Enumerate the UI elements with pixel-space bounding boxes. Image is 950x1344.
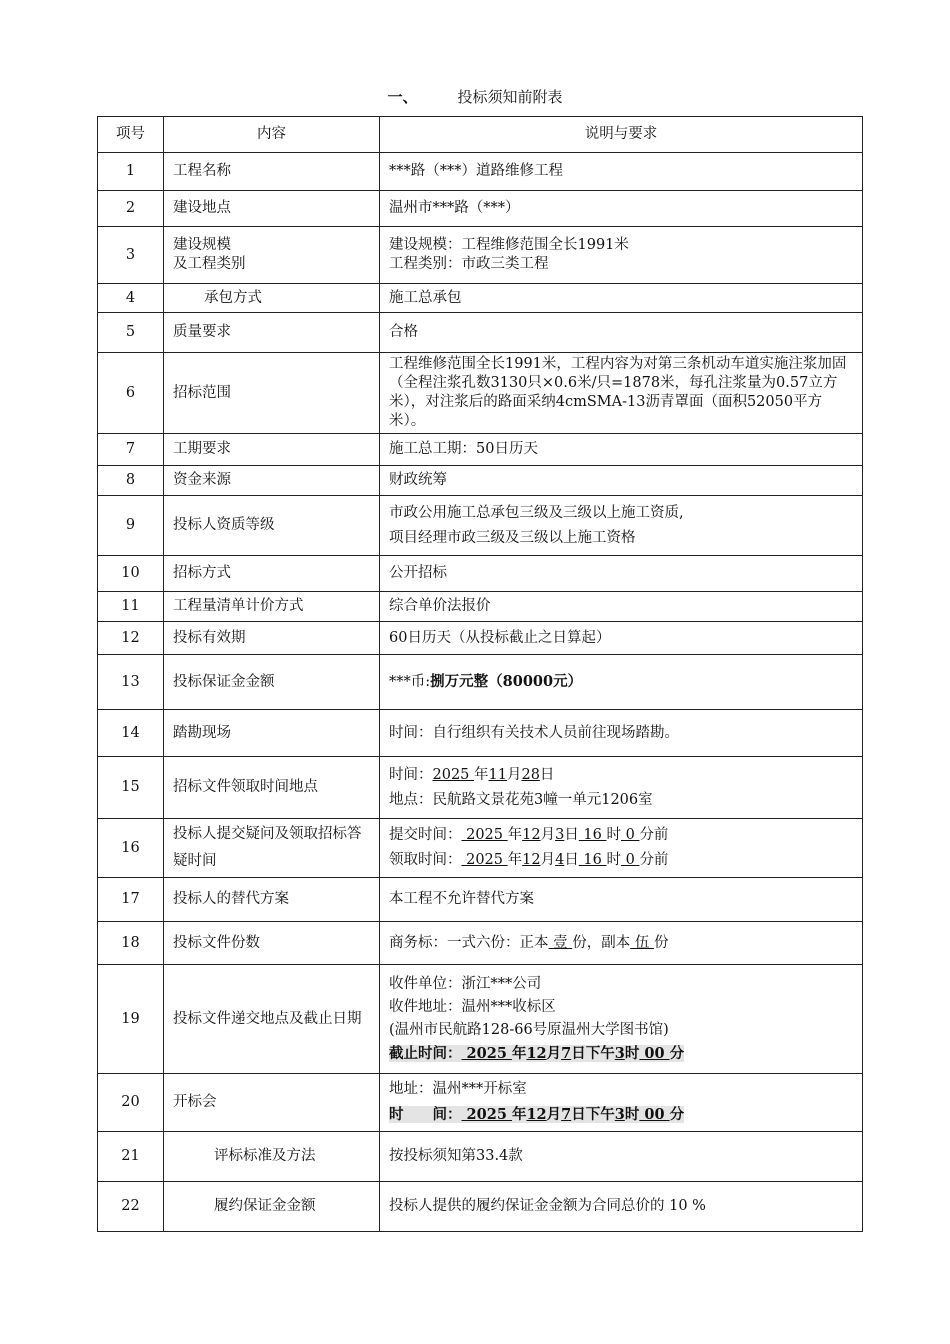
row-number: 1: [98, 153, 164, 191]
row-number: 8: [98, 466, 164, 496]
row-item: 投标有效期: [164, 622, 380, 655]
row-item: 资金来源: [164, 466, 380, 496]
row-number: 9: [98, 496, 164, 556]
header-item-no: 项号: [98, 117, 164, 153]
row-item: 投标文件份数: [164, 922, 380, 965]
bond-currency: ***币:: [389, 674, 431, 690]
opening-hour: 3: [614, 1106, 625, 1123]
row-number: 16: [98, 819, 164, 878]
table-row: [98, 1074, 863, 1132]
row-number: 14: [98, 710, 164, 757]
row-item: 投标人资质等级: [164, 496, 380, 556]
table-row: [98, 819, 863, 878]
header-content: 内容: [164, 117, 380, 153]
table-row: [98, 227, 863, 284]
receive-month: 12: [522, 852, 541, 868]
row-desc: 本工程不允许替代方案: [380, 878, 863, 922]
row-desc: [380, 922, 863, 965]
row-number: 20: [98, 1074, 164, 1132]
pickup-day: 28: [521, 766, 540, 783]
opening-month: 12: [526, 1106, 547, 1123]
deadline-label: 截止时间：: [389, 1044, 462, 1062]
table-row: [98, 965, 863, 1074]
table-row: [98, 757, 863, 819]
row-item: 工程量清单计价方式: [164, 592, 380, 622]
row-desc-line: 建设规模：工程维修范围全长1991米: [389, 237, 629, 253]
page-title: [0, 86, 950, 107]
table-row: [98, 496, 863, 556]
row-desc: ***路（***）道路维修工程: [380, 153, 863, 191]
title-text: 投标须知前附表: [457, 88, 563, 106]
submit-year: 2025: [461, 827, 508, 843]
row-number: 13: [98, 655, 164, 710]
row-desc: 施工总承包: [380, 284, 863, 313]
deadline-text: 截止时间： 2025 年12月7日下午3时 00 分: [389, 1044, 685, 1062]
row-item: 投标文件递交地点及截止日期: [164, 965, 380, 1074]
deadline-year: 2025: [461, 1044, 512, 1062]
row-number: 12: [98, 622, 164, 655]
deadline-month: 12: [526, 1044, 547, 1062]
submit-label: 提交时间：: [389, 827, 462, 843]
row-item: 工程名称: [164, 153, 380, 191]
receive-day: 4: [555, 852, 565, 868]
opening-address: 地址：温州***开标室: [389, 1081, 527, 1097]
table-row: [98, 434, 863, 466]
row-number: 4: [98, 284, 164, 313]
row-item-line: 建设规模: [173, 237, 231, 253]
deadline-hour: 3: [614, 1044, 625, 1062]
header-row: [98, 117, 863, 153]
row-desc-line: 市政公用施工总承包三级及三级以上施工资质,: [389, 504, 684, 521]
row-desc: 工程维修范围全长1991米，工程内容为对第三条机动车道实施注浆加固（全程注浆孔数3130只×0.6米/只=1878米，每孔注浆量为0.57立方米），对注浆后的路面采纳4cmSMA-13沥青罩面（面积52050平方米）。: [380, 353, 863, 434]
row-number: 17: [98, 878, 164, 922]
title-number: 一、: [387, 88, 418, 106]
row-desc: 施工总工期：50日历天: [380, 434, 863, 466]
row-item: 投标保证金金额: [164, 655, 380, 710]
table-row: [98, 153, 863, 191]
receiving-address: 收件地址：温州***收标区: [389, 998, 556, 1015]
table-row: [98, 878, 863, 922]
submit-min: 0: [620, 827, 640, 843]
receive-min: 0: [620, 852, 640, 868]
opening-pm: 日下午: [571, 1106, 615, 1123]
copies-text-c: 份: [653, 934, 669, 951]
copies-text-b: 份，副本: [572, 934, 631, 951]
row-desc: 投标人提供的履约保证金金额为合同总价的 10 %: [380, 1182, 863, 1232]
row-item: 招标方式: [164, 556, 380, 592]
row-item: 投标人的替代方案: [164, 878, 380, 922]
table-row: [98, 313, 863, 353]
row-item: 招标文件领取时间地点: [164, 757, 380, 819]
row-item: 承包方式: [164, 284, 380, 313]
deadline-min: 00: [639, 1044, 670, 1062]
row-number: 7: [98, 434, 164, 466]
row-item: 踏勘现场: [164, 710, 380, 757]
receive-label: 领取时间：: [389, 852, 462, 868]
row-number: 11: [98, 592, 164, 622]
row-desc: 60日历天（从投标截止之日算起）: [380, 622, 863, 655]
row-desc: 按投标须知第33.4款: [380, 1132, 863, 1182]
bid-notice-table: [97, 116, 863, 1232]
row-item-line: 及工程类别: [173, 256, 246, 272]
table-row: [98, 655, 863, 710]
header-requirements: 说明与要求: [380, 117, 863, 153]
row-item: 评标标准及方法: [164, 1132, 380, 1182]
row-number: 10: [98, 556, 164, 592]
row-desc: 综合单价法报价: [380, 592, 863, 622]
submit-month: 12: [522, 827, 541, 843]
receiving-unit: 收件单位：浙江***公司: [389, 975, 542, 992]
row-number: 21: [98, 1132, 164, 1182]
copy-count: 伍: [630, 934, 654, 951]
row-desc: [380, 655, 863, 710]
deadline-pm: 日下午: [571, 1044, 615, 1062]
opening-year: 2025: [461, 1106, 512, 1123]
row-item: 建设地点: [164, 191, 380, 227]
submit-time: 提交时间： 2025 年12月3日 16 时 0 分前: [389, 827, 669, 843]
table-row: [98, 191, 863, 227]
row-item: 开标会: [164, 1074, 380, 1132]
row-item: 工期要求: [164, 434, 380, 466]
row-desc: 温州市***路（***）: [380, 191, 863, 227]
submit-day: 3: [555, 827, 565, 843]
row-desc: 时间：自行组织有关技术人员前往现场踏勘。: [380, 710, 863, 757]
pickup-address: 地点：民航路文景花苑3幢一单元1206室: [389, 791, 653, 808]
receive-time: 领取时间： 2025 年12月4日 16 时 0 分前: [389, 852, 669, 868]
row-desc: [380, 757, 863, 819]
table-row: [98, 622, 863, 655]
pickup-time: 时间：2025 年11月28日: [389, 766, 555, 783]
row-item: [164, 227, 380, 284]
pickup-month: 11: [488, 766, 507, 783]
table-row: [98, 556, 863, 592]
row-item: 履约保证金金额: [164, 1182, 380, 1232]
pickup-time-label: 时间：: [389, 766, 433, 783]
row-desc: [380, 227, 863, 284]
deadline: [389, 1042, 853, 1066]
row-desc-line: 工程类别：市政三类工程: [389, 256, 549, 272]
row-item: 招标范围: [164, 353, 380, 434]
row-desc: [380, 819, 863, 878]
original-count: 壹: [548, 934, 573, 951]
row-desc: 财政统筹: [380, 466, 863, 496]
copies-text-a: 商务标：一式六份：正本: [389, 934, 549, 951]
pickup-year: 2025: [432, 766, 475, 783]
table-row: [98, 353, 863, 434]
opening-time-label: 时 间：: [389, 1106, 462, 1123]
table-row: [98, 466, 863, 496]
row-number: 18: [98, 922, 164, 965]
row-desc: [380, 965, 863, 1074]
opening-time-text: 时 间： 2025 年12月7日下午3时 00 分: [389, 1106, 685, 1123]
table-row: [98, 922, 863, 965]
row-number: 19: [98, 965, 164, 1074]
row-number: 3: [98, 227, 164, 284]
row-desc: [380, 1074, 863, 1132]
row-number: 6: [98, 353, 164, 434]
row-desc: 合格: [380, 313, 863, 353]
opening-min: 00: [639, 1106, 670, 1123]
row-item: 质量要求: [164, 313, 380, 353]
receive-hour: 16: [578, 852, 607, 868]
row-number: 2: [98, 191, 164, 227]
table-row: [98, 710, 863, 757]
receiving-address-detail: (温州市民航路128-66号原温州大学图书馆): [389, 1021, 669, 1038]
row-desc-line: 项目经理市政三级及三级以上施工资格: [389, 529, 636, 546]
table-row: [98, 592, 863, 622]
row-number: 15: [98, 757, 164, 819]
row-number: 5: [98, 313, 164, 353]
receive-year: 2025: [461, 852, 508, 868]
table-row: [98, 1132, 863, 1182]
submit-hour: 16: [578, 827, 607, 843]
bond-amount: 捌万元整（80000元）: [430, 673, 583, 690]
row-desc: [380, 496, 863, 556]
deadline-day: 7: [561, 1044, 572, 1062]
table-row: [98, 284, 863, 313]
opening-day: 7: [561, 1106, 572, 1123]
table-row: [98, 1182, 863, 1232]
row-desc: 公开招标: [380, 556, 863, 592]
row-number: 22: [98, 1182, 164, 1232]
opening-time: [389, 1105, 853, 1125]
row-item: 投标人提交疑问及领取招标答疑时间: [164, 819, 380, 878]
